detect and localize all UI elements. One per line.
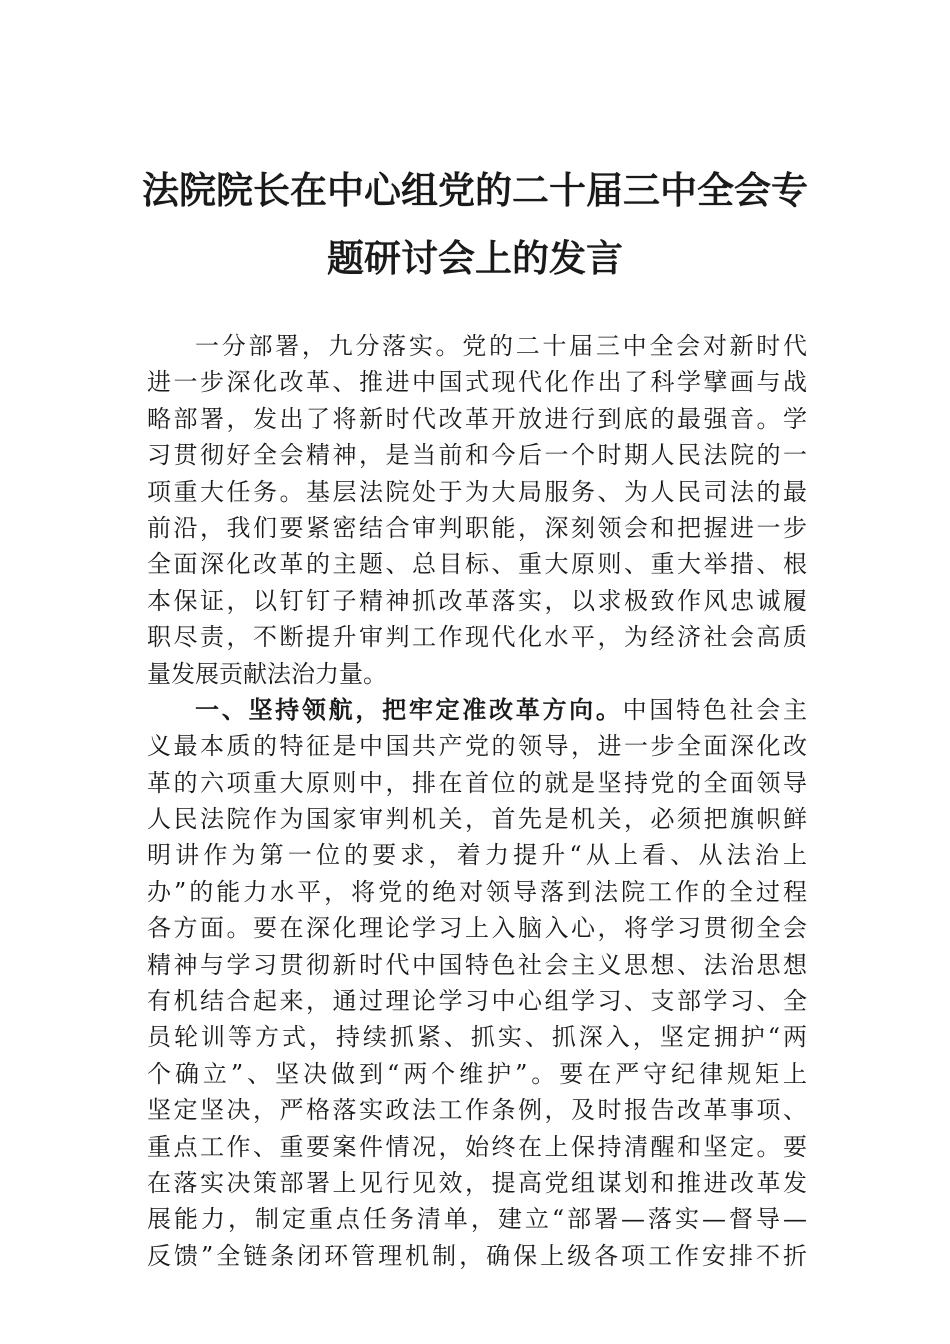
section-1-line: 反馈”全链条闭环管理机制，确保上级各项工作安排不折 [147,1241,807,1270]
section-1-first-line [147,692,807,728]
section-1-line: 重点工作、重要案件情况，始终在上保持清醒和坚定。要 [147,1132,807,1161]
paragraph-1-line: 本保证，以钉钉子精神抓改革落实，以求极致作风忠诚履 [147,586,807,615]
section-1-line: 有机结合起来，通过理论学习中心组学习、支部学习、全 [147,987,807,1016]
section-1-line: 各方面。要在深化理论学习上入脑入心，将学习贯彻全会 [147,914,807,943]
section-1-heading: 一、坚持领航，把牢定准改革方向。 [195,695,623,724]
document-title-line-1: 法院院长在中心组党的二十届三中全会专 [142,168,808,212]
section-1-line: 明讲作为第一位的要求，着力提升“从上看、从法治上 [147,841,807,870]
paragraph-1-line: 量发展贡献法治力量。 [147,659,387,688]
paragraph-1-line: 前沿，我们要紧密结合审判职能，深刻领会和把握进一步 [147,513,807,542]
paragraph-1-line: 习贯彻好全会精神，是当前和今后一个时期人民法院的一 [147,441,807,470]
section-1-line: 坚定坚决，严格落实政法工作条例，及时报告改革事项、 [147,1096,807,1125]
paragraph-1-line: 进一步深化改革、推进中国式现代化作出了科学擘画与战 [147,368,807,397]
section-1-line: 义最本质的特征是中国共产党的领导，进一步全面深化改 [147,732,807,761]
section-1-line: 员轮训等方式，持续抓紧、抓实、抓深入，坚定拥护“两 [147,1023,807,1052]
section-1-first-line-text: 中国特色社会主 [622,695,807,724]
section-1-line: 人民法院作为国家审判机关，首先是机关，必须把旗帜鲜 [147,805,807,834]
document-body [147,328,807,1274]
section-1-line: 个确立”、坚决做到“两个维护”。要在严守纪律规矩上 [147,1059,807,1088]
paragraph-1-line: 项重大任务。基层法院处于为大局服务、为人民司法的最 [147,477,807,506]
section-1-line: 在落实决策部署上见行见效，提高党组谋划和推进改革发 [147,1168,807,1197]
paragraph-1-line: 略部署，发出了将新时代改革开放进行到底的最强音。学 [147,404,807,433]
section-1-line: 革的六项重大原则中，排在首位的就是坚持党的全面领导 [147,768,807,797]
document-title-line-2: 题研讨会上的发言 [327,236,623,280]
paragraph-1-line: 一分部署，九分落实。党的二十届三中全会对新时代 [195,332,807,360]
section-1-line: 办”的能力水平，将党的绝对领导落到法院工作的全过程 [147,877,807,906]
section-1-line: 展能力，制定重点任务清单，建立“部署—落实—督导— [147,1205,807,1234]
section-1-line: 精神与学习贯彻新时代中国特色社会主义思想、法治思想 [147,950,807,979]
paragraph-1-line: 职尽责，不断提升审判工作现代化水平，为经济社会高质 [147,623,807,652]
paragraph-1-line: 全面深化改革的主题、总目标、重大原则、重大举措、根 [147,550,807,579]
